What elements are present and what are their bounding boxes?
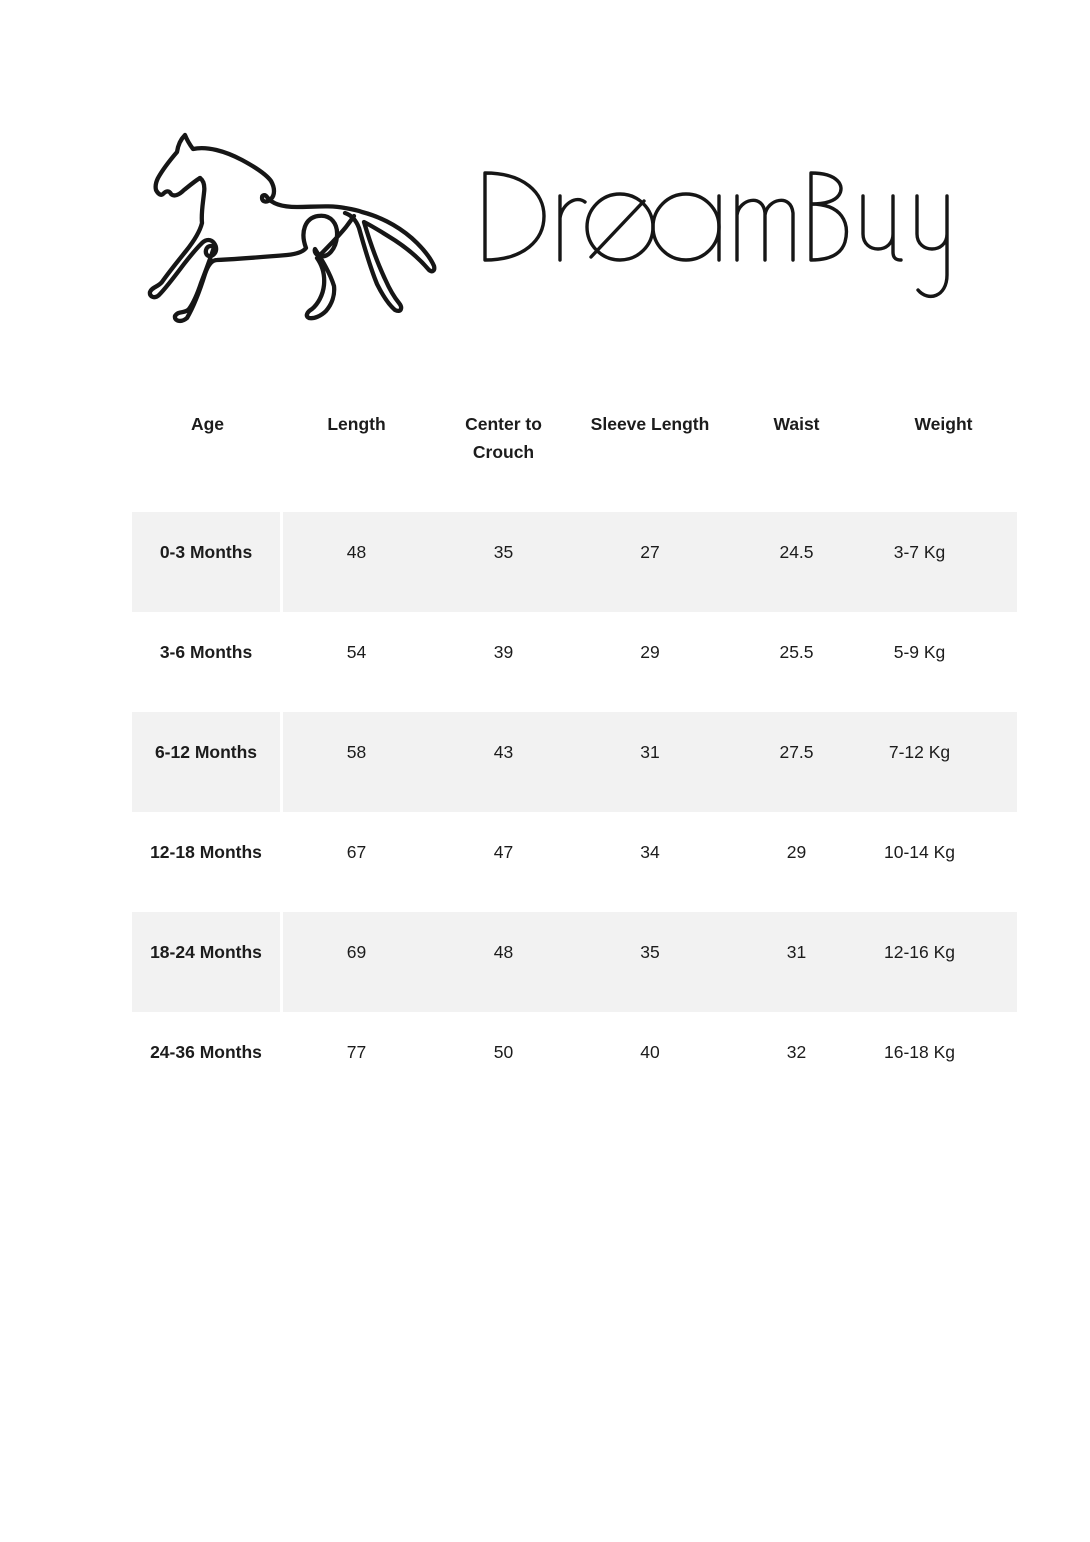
weight-cell: 3-7 Kg — [870, 512, 1017, 612]
center-to-crouch-cell: 50 — [493, 1042, 514, 1062]
table-row — [132, 1012, 1017, 1112]
center-to-crouch-cell: 47 — [493, 842, 514, 862]
length-cell: 48 — [283, 512, 430, 612]
table-row — [132, 812, 1017, 912]
table-row — [132, 612, 1017, 712]
age-cell: 12-18 Months — [132, 812, 283, 912]
table-row — [132, 512, 1017, 612]
center-to-crouch-cell: 39 — [493, 642, 514, 662]
center-to-crouch-cell: 43 — [430, 712, 577, 812]
weight-cell: 5-9 Kg — [893, 642, 946, 662]
age-cell: 18-24 Months — [132, 912, 283, 1012]
column-header-center-to-crouch: Center to Crouch — [465, 414, 542, 462]
sleeve-length-cell: 27 — [577, 512, 723, 612]
center-to-crouch-cell: 48 — [430, 912, 577, 1012]
length-cell: 67 — [346, 842, 367, 862]
size-chart-table — [132, 402, 1017, 1112]
waist-cell: 29 — [786, 842, 807, 862]
length-cell: 69 — [283, 912, 430, 1012]
table-row — [132, 912, 1017, 1012]
column-header-age: Age — [190, 414, 225, 434]
waist-cell: 32 — [786, 1042, 807, 1062]
column-header-weight: Weight — [914, 414, 973, 434]
weight-cell: 12-16 Kg — [870, 912, 1017, 1012]
length-cell: 54 — [346, 642, 367, 662]
weight-cell: 16-18 Kg — [883, 1042, 956, 1062]
brand-name — [0, 0, 1, 1]
weight-cell: 7-12 Kg — [870, 712, 1017, 812]
sleeve-length-cell: 29 — [640, 642, 660, 662]
length-cell: 77 — [346, 1042, 367, 1062]
dreambuy-wordmark — [477, 163, 955, 308]
table-header-row — [132, 402, 1017, 512]
age-cell: 24-36 Months — [132, 1012, 283, 1112]
column-header-sleeve-length: Sleeve Length — [590, 414, 710, 434]
length-cell: 58 — [283, 712, 430, 812]
sleeve-length-cell: 34 — [640, 842, 660, 862]
table-row — [132, 712, 1017, 812]
waist-cell: 24.5 — [723, 512, 870, 612]
age-cell: 6-12 Months — [132, 712, 283, 812]
sleeve-length-cell: 35 — [577, 912, 723, 1012]
waist-cell: 27.5 — [723, 712, 870, 812]
age-cell: 0-3 Months — [132, 512, 283, 612]
sleeve-length-cell: 31 — [577, 712, 723, 812]
sleeve-length-cell: 40 — [640, 1042, 660, 1062]
waist-cell: 25.5 — [779, 642, 814, 662]
center-to-crouch-cell: 35 — [430, 512, 577, 612]
weight-cell: 10-14 Kg — [883, 842, 956, 862]
waist-cell: 31 — [723, 912, 870, 1012]
age-cell: 3-6 Months — [132, 612, 283, 712]
horse-logo-icon — [145, 118, 445, 333]
column-header-waist: Waist — [773, 414, 820, 434]
column-header-length: Length — [327, 414, 386, 434]
